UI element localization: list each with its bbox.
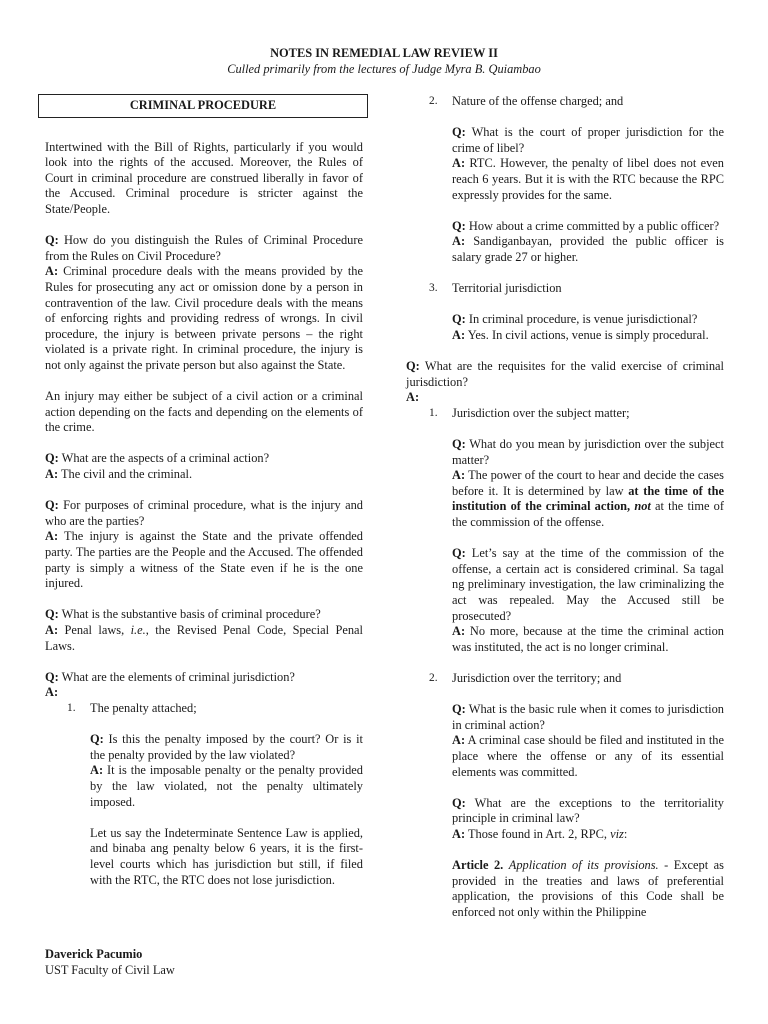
section-title-box: CRIMINAL PROCEDURE <box>38 94 368 118</box>
answer-text: Those found in Art. 2, RPC, <box>467 826 611 841</box>
answer-text: A criminal case should be filed and instituted in the place where the offense or any of its essential elements was committed. <box>452 733 725 779</box>
question-text: What is the court of proper jurisdiction for the crime of libel? <box>452 125 725 155</box>
question-label: Q: <box>90 732 104 747</box>
list-item <box>45 701 363 888</box>
document-title: NOTES IN REMEDIAL LAW REVIEW II <box>270 46 498 60</box>
article-label: Article 2. <box>452 858 504 873</box>
question-label: Q: <box>452 125 466 140</box>
qa-block <box>452 546 724 655</box>
answer-text: It is the imposable penalty or the penalty provided by the law violated, not the penalty ultimately imposed. <box>90 763 363 809</box>
question-text: In criminal procedure, is venue jurisdictional? <box>468 312 698 327</box>
answer-label: A: <box>452 234 466 249</box>
list-item-text: Jurisdiction over the subject matter; <box>452 405 630 420</box>
answer-label: A: <box>45 623 59 637</box>
answer-text-italic: i.e. <box>130 623 146 637</box>
answer-text: Criminal procedure deals with the means provided by the Rules for prosecuting any act or omission done by a person in contravention of the law. Civil procedure deals with the means of enforcing rights and providing redress of wrongs. In civil procedure, the injury is between private persons – the right violated is a private right. In criminal procedure, the injury is not only against the private person but also against the State. <box>45 264 363 372</box>
answer-text: , the Revised Penal Code, Special Penal Laws. <box>45 623 363 653</box>
list-item <box>406 281 724 343</box>
answer-label: A: <box>90 763 104 778</box>
answer-text: The power of the court to hear and decide the cases before it. It is determined by law <box>452 468 724 498</box>
question-text: How do you distinguish the Rules of Criminal Procedure from the Rules on Civil Procedure? <box>45 233 363 263</box>
list-number: 2. <box>429 671 438 684</box>
qa-block <box>452 796 724 843</box>
article-title: Application of its provisions. <box>508 858 659 873</box>
question-label: Q: <box>45 233 59 248</box>
list-number: 1. <box>429 406 438 419</box>
left-column <box>45 94 363 888</box>
list-item-text: Territorial jurisdiction <box>452 281 562 296</box>
answer-label: A: <box>45 264 59 279</box>
qa-block <box>90 732 363 810</box>
answer-text: RTC. However, the penalty of libel does not even reach 6 years. But it is with the RTC because the RPC expressly provides for the same. <box>452 156 724 202</box>
answer-text: at the time of the commission of the offense. <box>452 499 724 530</box>
list-item-text: Jurisdiction over the territory; and <box>452 670 622 685</box>
list-number: 3. <box>429 282 438 295</box>
question-label: Q: <box>45 498 59 513</box>
author-footer <box>45 947 175 978</box>
question-label: Q: <box>45 607 59 622</box>
answer-label: A: <box>452 624 466 639</box>
question-text: Let’s say at the time of the commission of the offense, a certain act is considered criminal. Sa tagal ng preliminary investigation, the law criminalizing the act was repealed. May the Accused still be prosecuted? <box>452 546 724 623</box>
qa-block <box>452 219 724 266</box>
list-item <box>406 671 724 921</box>
qa-block <box>45 451 363 482</box>
question-label: Q: <box>452 546 466 561</box>
qa-block <box>452 702 724 780</box>
question-label: Q: <box>452 437 466 452</box>
question-text: What are the aspects of a criminal action? <box>61 451 270 466</box>
question-label: Q: <box>45 451 59 466</box>
answer-text: No more, because at the time the criminal action was instituted, the act is no longer criminal. <box>452 624 724 654</box>
qa-block <box>452 437 724 531</box>
answer-label: A: <box>45 685 59 700</box>
question-label: Q: <box>452 218 466 233</box>
qa-block <box>406 359 724 406</box>
list-item-text: The penalty attached; <box>90 700 197 715</box>
question-label: Q: <box>406 359 420 374</box>
answer-text: Penal laws, <box>64 623 131 637</box>
answer-text: Yes. In civil actions, venue is simply procedural. <box>467 327 709 342</box>
answer-text: : <box>623 826 628 841</box>
body-paragraph: An injury may either be subject of a civil action or a criminal action depending on the facts and depending on the elements of the crime. <box>45 389 363 435</box>
list-item-text: Nature of the offense charged; and <box>452 94 624 108</box>
list-number: 1. <box>67 701 76 714</box>
qa-block <box>45 607 363 654</box>
answer-label: A: <box>45 467 59 482</box>
question-text: Is this the penalty imposed by the court? Or is it the penalty provided by the law violated? <box>90 732 363 762</box>
answer-label: A: <box>45 529 59 544</box>
document-subtitle: Culled primarily from the lectures of Judge Myra B. Quiambao <box>227 61 541 76</box>
article-quote <box>452 858 724 920</box>
question-label: Q: <box>452 795 466 810</box>
answer-text: The injury is against the State and the private offended party. The parties are the People and the Accused. The offended party is simply a witness of the State even if he is the one injured. <box>45 529 363 591</box>
answer-text-italic: viz <box>610 826 624 841</box>
answer-label: A: <box>452 826 466 841</box>
answer-text: Sandiganbayan, provided the public officer is salary grade 27 or higher. <box>452 234 724 264</box>
answer-text: The civil and the criminal. <box>60 467 193 482</box>
qa-block <box>45 498 363 592</box>
answer-label: A: <box>452 468 466 483</box>
right-column <box>406 94 724 920</box>
article-text: - Except as provided in the treaties and laws of preferential application, the provisions of this Code shall be enforced not only within the Philippine <box>452 858 724 919</box>
answer-label: A: <box>452 733 466 748</box>
qa-block <box>45 233 363 373</box>
question-text: What are the exceptions to the territoriality principle in criminal law? <box>452 795 725 826</box>
answer-label: A: <box>452 327 466 342</box>
author-name: Daverick Pacumio <box>45 947 143 961</box>
question-label: Q: <box>452 702 466 717</box>
page-header <box>0 46 768 77</box>
author-affiliation: UST Faculty of Civil Law <box>45 962 175 977</box>
answer-label: A: <box>452 156 466 171</box>
intro-paragraph: Intertwined with the Bill of Rights, particularly if you would look into the rights of the accused. Moreover, the Rules of Court in criminal procedure are construed liberally in favor of the Accused. Criminal procedure is stricter against the State/People. <box>45 139 363 216</box>
question-text: What is the substantive basis of criminal procedure? <box>61 607 321 622</box>
qa-block <box>45 670 363 701</box>
answer-text-bold-italic: not <box>634 499 651 514</box>
list-number: 2. <box>429 95 438 107</box>
qa-block <box>452 312 724 343</box>
body-paragraph: Let us say the Indeterminate Sentence Law is applied, and binaba ang penalty below 6 years, it is the first-level courts which has jurisdiction but still, if filed with the RTC, the RTC does not lose jurisdiction. <box>90 825 363 887</box>
qa-block <box>452 125 724 203</box>
answer-text-bold: at the time of the institution of the criminal action, <box>452 483 724 514</box>
question-label: Q: <box>452 312 466 327</box>
question-text: What do you mean by jurisdiction over the subject matter? <box>452 437 724 467</box>
question-text: What is the basic rule when it comes to jurisdiction in criminal action? <box>452 702 724 732</box>
question-text: For purposes of criminal procedure, what is the injury and who are the parties? <box>45 498 363 528</box>
question-text: What are the requisites for the valid exercise of criminal jurisdiction? <box>406 359 724 389</box>
answer-label: A: <box>406 390 420 405</box>
question-label: Q: <box>45 669 59 684</box>
list-item <box>406 406 724 656</box>
question-text: What are the elements of criminal jurisdiction? <box>61 669 295 684</box>
list-item <box>406 94 724 266</box>
question-text: How about a crime committed by a public officer? <box>468 218 720 233</box>
